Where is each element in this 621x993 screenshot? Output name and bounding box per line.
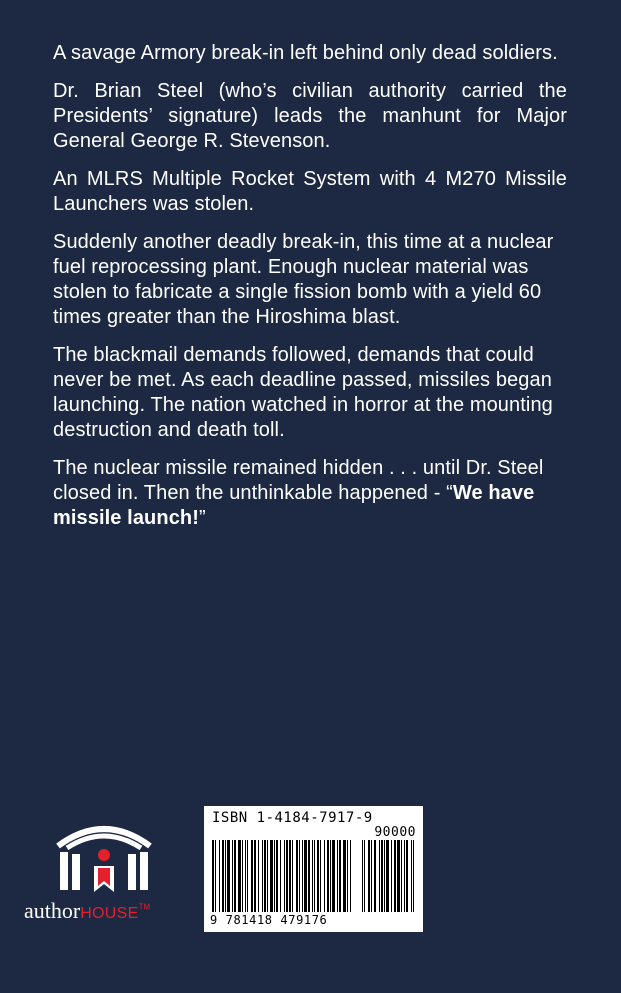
- blurb-paragraph-1: A savage Armory break-in left behind only dead soldiers.: [53, 42, 558, 64]
- blurb-paragraph-6: [53, 456, 567, 531]
- ean-digits: 9 781418 479176: [210, 913, 328, 927]
- barcode-bars: [212, 840, 418, 914]
- publisher-wordmark-house: HOUSE: [80, 905, 139, 922]
- publisher-wordmark-trademark: TM: [138, 902, 151, 912]
- price-code: 90000: [374, 825, 416, 840]
- publisher-wordmark-author: author: [24, 898, 81, 923]
- blurb-paragraph-5: The blackmail demands followed, demands that could never be met. As each deadline passed, missiles began launching. The nation watched in horror at the mounting destruction and death toll.: [53, 344, 553, 441]
- blurb-paragraph-4: Suddenly another deadly break-in, this time at a nuclear fuel reprocessing plant. Enough nuclear material was stolen to fabricate a single fission bomb with a yield 60 times greater than the Hiroshima blast.: [53, 231, 554, 328]
- authorhouse-house-icon: [54, 818, 154, 896]
- publisher-logo: [24, 818, 184, 928]
- isbn-label: ISBN 1-4184-7917-9: [212, 810, 373, 826]
- back-cover-blurb: [53, 41, 567, 544]
- blurb-paragraph-6-close-quote: ”: [199, 507, 206, 529]
- isbn-barcode: [204, 806, 423, 932]
- blurb-paragraph-2: Dr. Brian Steel (who’s civilian authority carried the Presidents’ signature) leads the manhunt for Major General George R. Stevenson.: [53, 80, 567, 152]
- blurb-paragraph-6-lead: The nuclear missile remained hidden . . . until Dr. Steel closed in. Then the unthinkable happened - “: [53, 457, 544, 504]
- blurb-paragraph-6-quote: We have missile launch!: [53, 482, 535, 529]
- blurb-paragraph-3: An MLRS Multiple Rocket System with 4 M270 Missile Launchers was stolen.: [53, 168, 567, 215]
- publisher-wordmark: [24, 898, 194, 924]
